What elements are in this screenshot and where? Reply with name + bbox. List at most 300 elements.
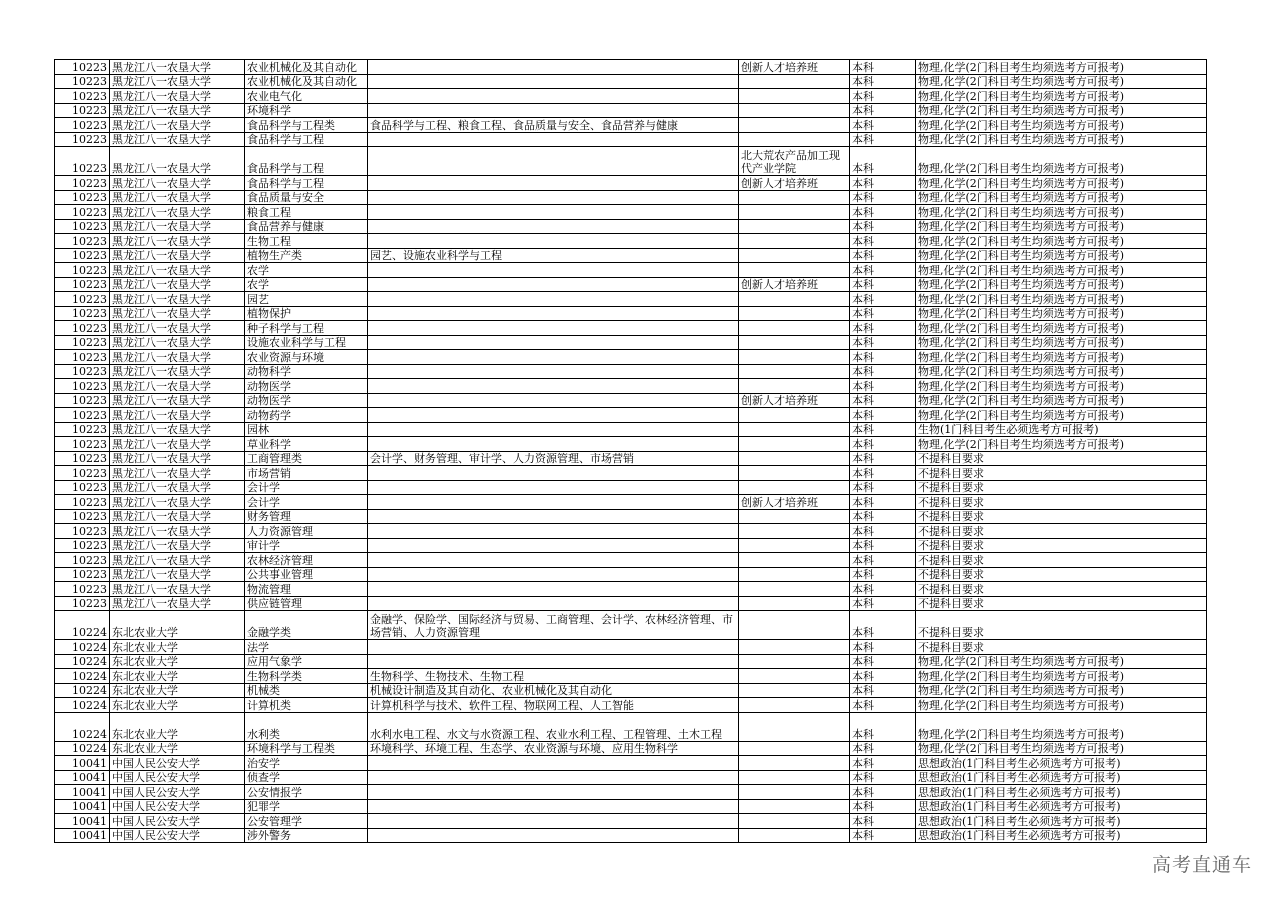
- school-name-cell: 黑龙江八一农垦大学: [110, 596, 245, 611]
- major-name-cell: 农学: [245, 277, 368, 292]
- school-name-cell: 东北农业大学: [110, 698, 245, 713]
- subject-requirement-cell: 物理,化学(2门科目考生均须选考方可报考): [916, 74, 1207, 89]
- program-note-cell: [739, 205, 850, 220]
- school-code-cell: 10041: [55, 799, 110, 814]
- school-code-cell: 10223: [55, 190, 110, 205]
- included-majors-cell: [368, 89, 739, 104]
- program-note-cell: [739, 118, 850, 133]
- school-code-cell: 10223: [55, 466, 110, 481]
- program-note-cell: [739, 814, 850, 829]
- program-note-cell: [739, 596, 850, 611]
- level-cell: 本科: [850, 466, 916, 481]
- school-code-cell: 10224: [55, 712, 110, 741]
- major-name-cell: 园林: [245, 422, 368, 437]
- school-code-cell: 10223: [55, 379, 110, 394]
- table-row: [55, 422, 1207, 437]
- table-row: [55, 741, 1207, 756]
- subject-requirement-cell: 思想政治(1门科目考生必须选考方可报考): [916, 785, 1207, 800]
- included-majors-cell: [368, 205, 739, 220]
- school-name-cell: 黑龙江八一农垦大学: [110, 350, 245, 365]
- level-cell: 本科: [850, 147, 916, 176]
- table-row: [55, 814, 1207, 829]
- table-row: [55, 828, 1207, 843]
- school-code-cell: 10223: [55, 321, 110, 336]
- table-row: [55, 234, 1207, 249]
- school-name-cell: 东北农业大学: [110, 741, 245, 756]
- school-code-cell: 10223: [55, 451, 110, 466]
- school-name-cell: 黑龙江八一农垦大学: [110, 306, 245, 321]
- included-majors-cell: [368, 828, 739, 843]
- level-cell: 本科: [850, 74, 916, 89]
- major-name-cell: 金融学类: [245, 611, 368, 640]
- subject-requirement-cell: 不提科目要求: [916, 582, 1207, 597]
- school-name-cell: 黑龙江八一农垦大学: [110, 248, 245, 263]
- included-majors-cell: [368, 582, 739, 597]
- school-code-cell: 10223: [55, 219, 110, 234]
- school-name-cell: 黑龙江八一农垦大学: [110, 147, 245, 176]
- level-cell: 本科: [850, 611, 916, 640]
- school-name-cell: 黑龙江八一农垦大学: [110, 190, 245, 205]
- school-name-cell: 东北农业大学: [110, 712, 245, 741]
- major-name-cell: 供应链管理: [245, 596, 368, 611]
- subject-requirement-cell: 物理,化学(2门科目考生均须选考方可报考): [916, 219, 1207, 234]
- program-note-cell: [739, 669, 850, 684]
- school-name-cell: 黑龙江八一农垦大学: [110, 495, 245, 510]
- major-name-cell: 食品质量与安全: [245, 190, 368, 205]
- level-cell: 本科: [850, 451, 916, 466]
- table-row: [55, 132, 1207, 147]
- program-note-cell: [739, 770, 850, 785]
- subject-requirement-cell: 不提科目要求: [916, 567, 1207, 582]
- subject-requirement-cell: 物理,化学(2门科目考生均须选考方可报考): [916, 437, 1207, 452]
- major-name-cell: 环境科学与工程类: [245, 741, 368, 756]
- program-note-cell: [739, 263, 850, 278]
- program-note-cell: [739, 553, 850, 568]
- school-name-cell: 黑龙江八一农垦大学: [110, 118, 245, 133]
- school-name-cell: 中国人民公安大学: [110, 828, 245, 843]
- level-cell: 本科: [850, 176, 916, 191]
- included-majors-cell: [368, 437, 739, 452]
- level-cell: 本科: [850, 640, 916, 655]
- level-cell: 本科: [850, 698, 916, 713]
- level-cell: 本科: [850, 480, 916, 495]
- included-majors-cell: 机械设计制造及其自动化、农业机械化及其自动化: [368, 683, 739, 698]
- school-code-cell: 10223: [55, 306, 110, 321]
- subject-requirement-cell: 物理,化学(2门科目考生均须选考方可报考): [916, 89, 1207, 104]
- school-code-cell: 10041: [55, 785, 110, 800]
- subject-requirement-cell: 不提科目要求: [916, 495, 1207, 510]
- level-cell: 本科: [850, 422, 916, 437]
- school-name-cell: 黑龙江八一农垦大学: [110, 393, 245, 408]
- school-name-cell: 中国人民公安大学: [110, 799, 245, 814]
- major-name-cell: 会计学: [245, 495, 368, 510]
- level-cell: 本科: [850, 509, 916, 524]
- school-name-cell: 东北农业大学: [110, 669, 245, 684]
- school-name-cell: 黑龙江八一农垦大学: [110, 292, 245, 307]
- table-row: [55, 770, 1207, 785]
- table-row: [55, 611, 1207, 640]
- major-name-cell: 人力资源管理: [245, 524, 368, 539]
- level-cell: 本科: [850, 567, 916, 582]
- school-name-cell: 黑龙江八一农垦大学: [110, 437, 245, 452]
- program-note-cell: [739, 785, 850, 800]
- program-note-cell: [739, 698, 850, 713]
- school-name-cell: 黑龙江八一农垦大学: [110, 176, 245, 191]
- program-note-cell: [739, 712, 850, 741]
- school-name-cell: 黑龙江八一农垦大学: [110, 582, 245, 597]
- subject-requirement-cell: 不提科目要求: [916, 466, 1207, 481]
- major-name-cell: 应用气象学: [245, 654, 368, 669]
- school-code-cell: 10223: [55, 74, 110, 89]
- program-note-cell: [739, 524, 850, 539]
- included-majors-cell: [368, 495, 739, 510]
- major-name-cell: 公安情报学: [245, 785, 368, 800]
- included-majors-cell: [368, 553, 739, 568]
- included-majors-cell: [368, 364, 739, 379]
- level-cell: 本科: [850, 654, 916, 669]
- school-code-cell: 10223: [55, 176, 110, 191]
- program-note-cell: [739, 741, 850, 756]
- school-code-cell: 10223: [55, 118, 110, 133]
- included-majors-cell: [368, 799, 739, 814]
- school-code-cell: 10223: [55, 350, 110, 365]
- school-code-cell: 10223: [55, 393, 110, 408]
- subject-requirement-cell: 物理,化学(2门科目考生均须选考方可报考): [916, 350, 1207, 365]
- subject-requirement-cell: 物理,化学(2门科目考生均须选考方可报考): [916, 147, 1207, 176]
- school-code-cell: 10223: [55, 582, 110, 597]
- major-name-cell: 植物生产类: [245, 248, 368, 263]
- subject-requirement-cell: 物理,化学(2门科目考生均须选考方可报考): [916, 379, 1207, 394]
- major-name-cell: 农业机械化及其自动化: [245, 74, 368, 89]
- major-name-cell: 财务管理: [245, 509, 368, 524]
- major-name-cell: 环境科学: [245, 103, 368, 118]
- program-note-cell: [739, 132, 850, 147]
- major-name-cell: 动物医学: [245, 393, 368, 408]
- level-cell: 本科: [850, 553, 916, 568]
- major-name-cell: 食品科学与工程: [245, 132, 368, 147]
- major-name-cell: 食品科学与工程类: [245, 118, 368, 133]
- included-majors-cell: [368, 321, 739, 336]
- level-cell: 本科: [850, 799, 916, 814]
- school-name-cell: 东北农业大学: [110, 640, 245, 655]
- school-name-cell: 黑龙江八一农垦大学: [110, 132, 245, 147]
- school-name-cell: 黑龙江八一农垦大学: [110, 451, 245, 466]
- level-cell: 本科: [850, 292, 916, 307]
- program-note-cell: [739, 335, 850, 350]
- included-majors-cell: [368, 640, 739, 655]
- school-name-cell: 黑龙江八一农垦大学: [110, 480, 245, 495]
- table-body: [55, 60, 1207, 843]
- subject-requirement-cell: 不提科目要求: [916, 480, 1207, 495]
- level-cell: 本科: [850, 393, 916, 408]
- included-majors-cell: [368, 263, 739, 278]
- included-majors-cell: 金融学、保险学、国际经济与贸易、工商管理、会计学、农林经济管理、市场营销、人力资源管理: [368, 611, 739, 640]
- table-row: [55, 248, 1207, 263]
- major-name-cell: 物流管理: [245, 582, 368, 597]
- school-code-cell: 10223: [55, 60, 110, 75]
- level-cell: 本科: [850, 306, 916, 321]
- table-row: [55, 205, 1207, 220]
- subject-requirement-cell: 思想政治(1门科目考生必须选考方可报考): [916, 756, 1207, 771]
- major-name-cell: 水利类: [245, 712, 368, 741]
- subject-requirement-cell: 物理,化学(2门科目考生均须选考方可报考): [916, 712, 1207, 741]
- major-name-cell: 食品科学与工程: [245, 176, 368, 191]
- subject-requirement-cell: 不提科目要求: [916, 451, 1207, 466]
- major-name-cell: 园艺: [245, 292, 368, 307]
- included-majors-cell: [368, 393, 739, 408]
- school-code-cell: 10223: [55, 205, 110, 220]
- table-row: [55, 306, 1207, 321]
- table-row: [55, 393, 1207, 408]
- program-note-cell: [739, 234, 850, 249]
- school-code-cell: 10223: [55, 553, 110, 568]
- major-name-cell: 动物科学: [245, 364, 368, 379]
- included-majors-cell: [368, 176, 739, 191]
- program-note-cell: [739, 509, 850, 524]
- included-majors-cell: 生物科学、生物技术、生物工程: [368, 669, 739, 684]
- major-name-cell: 种子科学与工程: [245, 321, 368, 336]
- table-row: [55, 408, 1207, 423]
- major-name-cell: 食品营养与健康: [245, 219, 368, 234]
- program-note-cell: [739, 103, 850, 118]
- included-majors-cell: [368, 480, 739, 495]
- school-code-cell: 10223: [55, 263, 110, 278]
- table-row: [55, 364, 1207, 379]
- included-majors-cell: [368, 379, 739, 394]
- program-note-cell: [739, 466, 850, 481]
- table-row: [55, 219, 1207, 234]
- school-code-cell: 10224: [55, 654, 110, 669]
- program-note-cell: [739, 799, 850, 814]
- school-name-cell: 黑龙江八一农垦大学: [110, 466, 245, 481]
- subject-requirement-cell: 物理,化学(2门科目考生均须选考方可报考): [916, 118, 1207, 133]
- table-row: [55, 480, 1207, 495]
- included-majors-cell: [368, 292, 739, 307]
- school-code-cell: 10223: [55, 364, 110, 379]
- level-cell: 本科: [850, 495, 916, 510]
- major-name-cell: 审计学: [245, 538, 368, 553]
- major-name-cell: 计算机类: [245, 698, 368, 713]
- major-name-cell: 机械类: [245, 683, 368, 698]
- school-code-cell: 10223: [55, 89, 110, 104]
- school-code-cell: 10223: [55, 292, 110, 307]
- subject-requirement-cell: 物理,化学(2门科目考生均须选考方可报考): [916, 292, 1207, 307]
- included-majors-cell: 食品科学与工程、粮食工程、食品质量与安全、食品营养与健康: [368, 118, 739, 133]
- subject-requirement-cell: 物理,化学(2门科目考生均须选考方可报考): [916, 393, 1207, 408]
- level-cell: 本科: [850, 756, 916, 771]
- level-cell: 本科: [850, 248, 916, 263]
- school-name-cell: 黑龙江八一农垦大学: [110, 364, 245, 379]
- included-majors-cell: [368, 756, 739, 771]
- included-majors-cell: [368, 654, 739, 669]
- level-cell: 本科: [850, 321, 916, 336]
- included-majors-cell: 环境科学、环境工程、生态学、农业资源与环境、应用生物科学: [368, 741, 739, 756]
- program-note-cell: [739, 451, 850, 466]
- level-cell: 本科: [850, 582, 916, 597]
- program-note-cell: [739, 74, 850, 89]
- subject-requirement-cell: 思想政治(1门科目考生必须选考方可报考): [916, 814, 1207, 829]
- major-name-cell: 生物工程: [245, 234, 368, 249]
- school-code-cell: 10224: [55, 640, 110, 655]
- subject-requirement-cell: 不提科目要求: [916, 524, 1207, 539]
- school-code-cell: 10223: [55, 103, 110, 118]
- school-name-cell: 黑龙江八一农垦大学: [110, 60, 245, 75]
- included-majors-cell: [368, 219, 739, 234]
- school-code-cell: 10041: [55, 756, 110, 771]
- subject-requirement-cell: 生物(1门科目考生必须选考方可报考): [916, 422, 1207, 437]
- school-name-cell: 黑龙江八一农垦大学: [110, 321, 245, 336]
- level-cell: 本科: [850, 263, 916, 278]
- table-row: [55, 785, 1207, 800]
- subject-requirement-cell: 物理,化学(2门科目考生均须选考方可报考): [916, 277, 1207, 292]
- major-name-cell: 侦查学: [245, 770, 368, 785]
- major-name-cell: 法学: [245, 640, 368, 655]
- subject-requirement-cell: 物理,化学(2门科目考生均须选考方可报考): [916, 408, 1207, 423]
- school-name-cell: 黑龙江八一农垦大学: [110, 408, 245, 423]
- level-cell: 本科: [850, 596, 916, 611]
- table-row: [55, 524, 1207, 539]
- level-cell: 本科: [850, 364, 916, 379]
- included-majors-cell: [368, 524, 739, 539]
- included-majors-cell: [368, 234, 739, 249]
- major-name-cell: 动物药学: [245, 408, 368, 423]
- table-row: [55, 437, 1207, 452]
- school-code-cell: 10224: [55, 669, 110, 684]
- table-row: [55, 147, 1207, 176]
- school-code-cell: 10223: [55, 437, 110, 452]
- school-code-cell: 10223: [55, 480, 110, 495]
- major-name-cell: 农业电气化: [245, 89, 368, 104]
- subject-requirement-cell: 物理,化学(2门科目考生均须选考方可报考): [916, 103, 1207, 118]
- included-majors-cell: 会计学、财务管理、审计学、人力资源管理、市场营销: [368, 451, 739, 466]
- school-code-cell: 10041: [55, 814, 110, 829]
- included-majors-cell: 水利水电工程、水文与水资源工程、农业水利工程、工程管理、土木工程: [368, 712, 739, 741]
- table-row: [55, 176, 1207, 191]
- included-majors-cell: [368, 408, 739, 423]
- major-name-cell: 农林经济管理: [245, 553, 368, 568]
- subject-requirement-cell: 不提科目要求: [916, 640, 1207, 655]
- school-name-cell: 中国人民公安大学: [110, 785, 245, 800]
- subject-requirement-cell: 物理,化学(2门科目考生均须选考方可报考): [916, 321, 1207, 336]
- table-row: [55, 60, 1207, 75]
- table-row: [55, 103, 1207, 118]
- school-name-cell: 黑龙江八一农垦大学: [110, 524, 245, 539]
- program-note-cell: [739, 422, 850, 437]
- level-cell: 本科: [850, 118, 916, 133]
- level-cell: 本科: [850, 205, 916, 220]
- program-note-cell: [739, 292, 850, 307]
- table-row: [55, 89, 1207, 104]
- table-row: [55, 335, 1207, 350]
- school-code-cell: 10223: [55, 422, 110, 437]
- major-name-cell: 公共事业管理: [245, 567, 368, 582]
- watermark: 高考直通车: [1151, 854, 1252, 876]
- school-name-cell: 东北农业大学: [110, 683, 245, 698]
- school-name-cell: 中国人民公安大学: [110, 770, 245, 785]
- major-name-cell: 生物科学类: [245, 669, 368, 684]
- level-cell: 本科: [850, 132, 916, 147]
- level-cell: 本科: [850, 277, 916, 292]
- subject-requirement-cell: 不提科目要求: [916, 538, 1207, 553]
- school-code-cell: 10224: [55, 741, 110, 756]
- school-name-cell: 黑龙江八一农垦大学: [110, 74, 245, 89]
- major-name-cell: 农学: [245, 263, 368, 278]
- school-name-cell: 东北农业大学: [110, 611, 245, 640]
- included-majors-cell: [368, 103, 739, 118]
- major-name-cell: 公安管理学: [245, 814, 368, 829]
- included-majors-cell: [368, 306, 739, 321]
- program-note-cell: 创新人才培养班: [739, 277, 850, 292]
- level-cell: 本科: [850, 770, 916, 785]
- major-name-cell: 设施农业科学与工程: [245, 335, 368, 350]
- table-row: [55, 379, 1207, 394]
- level-cell: 本科: [850, 814, 916, 829]
- included-majors-cell: [368, 814, 739, 829]
- school-code-cell: 10223: [55, 538, 110, 553]
- table-row: [55, 567, 1207, 582]
- table-row: [55, 190, 1207, 205]
- table-row: [55, 451, 1207, 466]
- subject-requirement-cell: 物理,化学(2门科目考生均须选考方可报考): [916, 132, 1207, 147]
- school-name-cell: 黑龙江八一农垦大学: [110, 538, 245, 553]
- program-note-cell: [739, 306, 850, 321]
- major-name-cell: 治安学: [245, 756, 368, 771]
- included-majors-cell: 园艺、设施农业科学与工程: [368, 248, 739, 263]
- program-note-cell: [739, 248, 850, 263]
- included-majors-cell: [368, 509, 739, 524]
- program-note-cell: [739, 480, 850, 495]
- major-name-cell: 犯罪学: [245, 799, 368, 814]
- level-cell: 本科: [850, 785, 916, 800]
- subject-requirement-cell: 思想政治(1门科目考生必须选考方可报考): [916, 770, 1207, 785]
- major-name-cell: 农业机械化及其自动化: [245, 60, 368, 75]
- included-majors-cell: [368, 350, 739, 365]
- table-row: [55, 698, 1207, 713]
- table-row: [55, 509, 1207, 524]
- program-note-cell: [739, 437, 850, 452]
- school-name-cell: 黑龙江八一农垦大学: [110, 277, 245, 292]
- program-note-cell: [739, 582, 850, 597]
- admission-table: [54, 59, 1207, 843]
- included-majors-cell: [368, 190, 739, 205]
- level-cell: 本科: [850, 408, 916, 423]
- major-name-cell: 农业资源与环境: [245, 350, 368, 365]
- subject-requirement-cell: 物理,化学(2门科目考生均须选考方可报考): [916, 698, 1207, 713]
- school-name-cell: 黑龙江八一农垦大学: [110, 553, 245, 568]
- school-code-cell: 10223: [55, 234, 110, 249]
- included-majors-cell: [368, 567, 739, 582]
- program-note-cell: 创新人才培养班: [739, 495, 850, 510]
- program-note-cell: [739, 567, 850, 582]
- school-code-cell: 10224: [55, 698, 110, 713]
- program-note-cell: 创新人才培养班: [739, 176, 850, 191]
- school-name-cell: 黑龙江八一农垦大学: [110, 567, 245, 582]
- table-row: [55, 495, 1207, 510]
- school-code-cell: 10223: [55, 248, 110, 263]
- program-note-cell: [739, 321, 850, 336]
- included-majors-cell: [368, 132, 739, 147]
- included-majors-cell: [368, 60, 739, 75]
- school-code-cell: 10223: [55, 132, 110, 147]
- table-row: [55, 263, 1207, 278]
- program-note-cell: 北大荒农产品加工现代产业学院: [739, 147, 850, 176]
- school-name-cell: 黑龙江八一农垦大学: [110, 335, 245, 350]
- table-row: [55, 683, 1207, 698]
- school-code-cell: 10223: [55, 596, 110, 611]
- subject-requirement-cell: 思想政治(1门科目考生必须选考方可报考): [916, 799, 1207, 814]
- included-majors-cell: [368, 147, 739, 176]
- level-cell: 本科: [850, 335, 916, 350]
